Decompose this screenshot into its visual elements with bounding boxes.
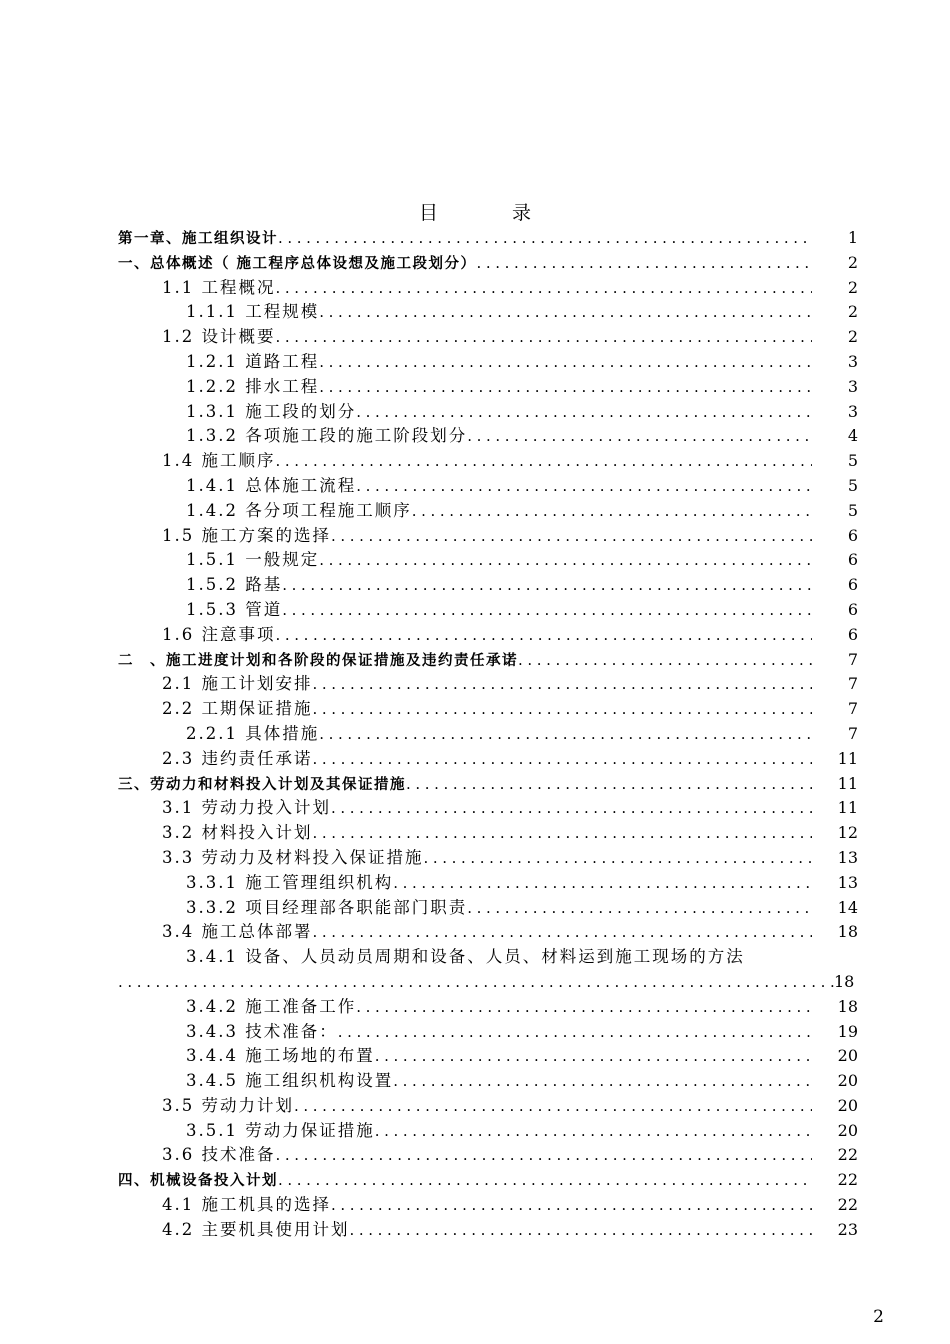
toc-page-number: 13 [837,872,858,892]
toc-leader-dots [331,524,812,549]
toc-leader-dots [356,474,812,499]
toc-page-number: 2 [847,302,858,322]
toc-entry[interactable] [118,251,858,276]
toc-leader-dots [313,747,813,772]
toc-entry-text: 1.3.2 各项施工段的施工阶段划分 [186,426,468,446]
toc-entry[interactable] [118,796,858,821]
toc-leader-dots [276,325,813,350]
toc-page-number: 14 [837,897,858,917]
toc-entry-text: 1.5 施工方案的选择 [162,525,331,545]
toc-page-number: 5 [847,475,858,495]
toc-entry[interactable] [118,1218,858,1243]
toc-entry-text: 4.2 主要机具使用计划 [162,1219,350,1239]
toc-leader-dots [350,1218,813,1243]
toc-title: 目 录 [418,202,566,224]
toc-entry[interactable] [118,524,858,549]
toc-leader-dots [518,648,812,673]
toc-entry[interactable] [118,871,858,896]
toc-entry[interactable] [118,920,858,945]
toc-leader-dots [424,846,813,871]
toc-leader-dots [393,871,812,896]
toc-leader-dots [356,995,812,1020]
toc-entry-text: 3.4.5 施工组织机构设置 [186,1071,394,1091]
toc-leader-dots [331,1193,812,1218]
toc-entry-text: 1.5.1 一般规定 [186,550,320,570]
toc-page-number: 20 [837,1120,858,1140]
toc-leader-dots [278,226,812,251]
toc-leader-dots [319,548,812,573]
toc-entry[interactable] [118,623,858,648]
toc-entry[interactable] [118,672,858,697]
toc-page-number: 22 [837,1170,858,1190]
toc-page-number: 6 [847,575,858,595]
toc-page-number: 7 [847,674,858,694]
toc-page-number: 1 [847,228,858,247]
toc-entry[interactable] [118,499,858,524]
toc-entry[interactable] [118,995,858,1020]
page-number: 2 [873,1307,884,1327]
toc-entry[interactable] [118,424,858,449]
toc-leader-dots [375,1044,812,1069]
toc-leader-dots [313,672,813,697]
toc-leader-dots [412,499,812,524]
toc-page-number: 5 [847,500,858,520]
toc-entry-text: 1.1 工程概况 [162,277,276,297]
toc-page-number: 7 [847,723,858,743]
toc-entry[interactable] [118,821,858,846]
toc-entry[interactable] [118,1143,858,1168]
toc-leader-dots [294,1094,812,1119]
toc-page-number: 4 [847,426,858,446]
toc-entry[interactable] [118,1193,858,1218]
toc-entry[interactable] [118,375,858,400]
toc-leader-dots [276,623,813,648]
toc-page-number: 20 [837,1071,858,1091]
toc-page-number: 18 [837,922,858,942]
toc-entry-text: 2.2 工期保证措施 [162,699,313,719]
toc-entry[interactable] [118,226,858,251]
toc-page-number: 3 [847,376,858,396]
toc-leader-dots [319,350,812,375]
toc-entry-text: 2.2.1 具体措施 [186,723,320,743]
toc-page-number: 20 [837,1095,858,1115]
toc-page-number: 19 [837,1021,858,1041]
toc-entry[interactable] [118,747,858,772]
toc-leader-dots [319,722,812,747]
toc-entry[interactable] [118,1119,858,1144]
toc-leader-dots [467,896,812,921]
toc-entry-text: 1.5.3 管道 [186,599,283,619]
toc-leader-dots [282,598,812,623]
toc-entry-text: 3.5.1 劳动力保证措施 [186,1120,375,1140]
toc-entry-text: 2.1 施工计划安排 [162,674,313,694]
toc-entry[interactable] [118,1020,858,1045]
toc-entry-text: 四、机械设备投入计划 [118,1172,278,1190]
toc-leader-dots [118,970,834,995]
toc-leader-dots [467,424,812,449]
toc-entry-text: 3.3.1 施工管理组织机构 [186,872,394,892]
toc-page-number: 23 [837,1219,858,1239]
toc-page-number: 7 [847,649,858,669]
toc-entry-text: 3.4.2 施工准备工作 [186,996,357,1016]
toc-page-number: 11 [837,798,858,818]
toc-page-number: 3 [847,351,858,371]
toc-page-number: 13 [837,847,858,867]
toc-leader-dots [477,251,812,276]
toc-entry-text: 3.4.1 设备、人员动员周期和设备、人员、材料运到施工现场的方法 [186,947,745,967]
toc-entry[interactable] [118,1069,858,1094]
toc-entry[interactable] [118,325,858,350]
toc-entry-text: 3.5 劳动力计划 [162,1095,294,1115]
toc-leader-dots [393,1069,812,1094]
toc-entry[interactable] [118,1168,858,1193]
toc-page-number: 11 [837,748,858,768]
toc-entry[interactable] [118,400,858,425]
toc-entry-text: 一、总体概述（ 施工程序总体设想及施工段划分） [118,254,477,272]
toc-page-number: 3 [847,401,858,421]
toc-entry[interactable] [118,598,858,623]
toc-entry-text: 1.6 注意事项 [162,624,276,644]
toc-leader-dots [319,375,812,400]
toc-entry-text: 三、劳动力和材料投入计划及其保证措施 [118,775,406,793]
toc-entry[interactable] [118,945,858,970]
toc-page-number: 22 [837,1145,858,1165]
toc-entry[interactable] [118,722,858,747]
toc-page-number: 2 [847,327,858,347]
toc-entry[interactable] [118,474,858,499]
toc-page-number: 2 [847,252,858,272]
toc-entry-text: 1.2 设计概要 [162,327,276,347]
toc-leader-dots [276,276,813,301]
toc-page-number: 7 [847,699,858,719]
toc-page-number: 6 [847,624,858,644]
toc-entry-text: 3.2 材料投入计划 [162,823,313,843]
toc-page-number: 22 [837,1195,858,1215]
toc-leader-dots [282,573,812,598]
toc-leader-dots [375,1119,812,1144]
toc-page-number: 11 [837,773,858,793]
toc-entry[interactable] [118,300,858,325]
toc-page-number: 5 [847,451,858,471]
toc-page-number: 6 [847,550,858,570]
toc-entry-text: 1.2.1 道路工程 [186,351,320,371]
toc-entry[interactable] [118,573,858,598]
toc-entry-text: 1.5.2 路基 [186,575,283,595]
toc-entry-text: 1.4.2 各分项工程施工顺序 [186,500,412,520]
toc-page-number: 20 [837,1046,858,1066]
toc-leader-dots [338,1020,812,1045]
toc-entry-text: 3.4.4 施工场地的布置 [186,1046,375,1066]
toc-entry[interactable] [118,1044,858,1069]
toc-entry-text: 3.3.2 项目经理部各职能部门职责 [186,897,468,917]
toc-entry-text: 1.1.1 工程规模 [186,302,320,322]
toc-entry-text: 2.3 违约责任承诺 [162,748,313,768]
toc-page-number: 2 [847,277,858,297]
toc-entry[interactable] [118,1094,858,1119]
toc-entry[interactable] [118,697,858,722]
toc-entry-text: 4.1 施工机具的选择 [162,1195,331,1215]
toc-page-number: 6 [847,525,858,545]
toc-entry[interactable] [118,772,858,797]
toc-entry[interactable] [118,896,858,921]
toc-page-number: 18 [834,971,855,991]
toc-leader-dots [406,772,812,797]
toc-entry-text: 1.4 施工顺序 [162,451,276,471]
toc-entry[interactable] [118,648,858,673]
toc-leader-dots [278,1168,812,1193]
toc-entry-text: 二 、施工进度计划和各阶段的保证措施及违约责任承诺 [118,651,518,669]
table-of-contents [118,226,858,1243]
toc-entry[interactable] [118,970,858,995]
toc-leader-dots [313,821,813,846]
toc-entry-text: 3.4 施工总体部署 [162,922,313,942]
toc-entry-text: 1.3.1 施工段的划分 [186,401,357,421]
toc-entry[interactable] [118,350,858,375]
toc-entry-text: 3.6 技术准备 [162,1145,276,1165]
toc-leader-dots [276,449,813,474]
toc-leader-dots [331,796,812,821]
toc-page-number: 18 [837,996,858,1016]
toc-entry-text: 3.3 劳动力及材料投入保证措施 [162,847,424,867]
toc-leader-dots [313,920,813,945]
toc-leader-dots [319,300,812,325]
toc-page-number: 12 [837,823,858,843]
toc-entry[interactable] [118,276,858,301]
toc-entry[interactable] [118,449,858,474]
toc-leader-dots [313,697,813,722]
toc-page-number: 6 [847,599,858,619]
toc-entry-text: 1.2.2 排水工程 [186,376,320,396]
toc-entry-text: 3.4.3 技术准备： [186,1021,338,1041]
toc-entry[interactable] [118,548,858,573]
toc-leader-dots [356,400,812,425]
toc-entry-text: 3.1 劳动力投入计划 [162,798,331,818]
toc-entry[interactable] [118,846,858,871]
toc-leader-dots [276,1143,813,1168]
toc-entry-text: 第一章、施工组织设计 [118,230,278,247]
toc-entry-text: 1.4.1 总体施工流程 [186,475,357,495]
